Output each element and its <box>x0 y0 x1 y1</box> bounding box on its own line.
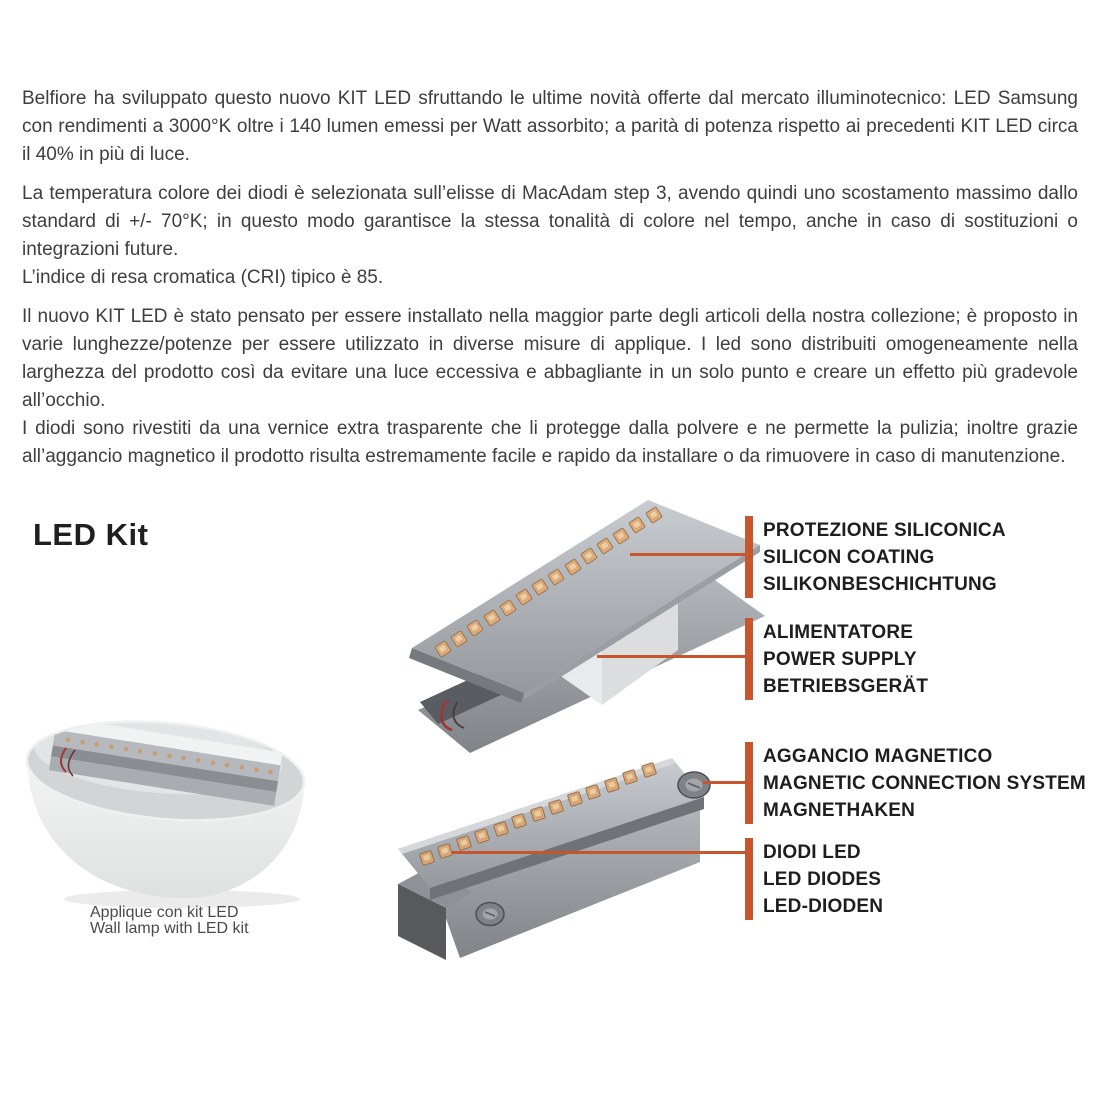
callout-line: POWER SUPPLY <box>763 649 917 670</box>
callout-power-supply <box>745 618 928 700</box>
connector-line-led-diodes <box>452 851 745 854</box>
led-module-bottom-photo <box>398 758 710 960</box>
paragraph-intro-3b: I diodi sono rivestiti da una vernice extra trasparente che li protegge dalla polvere e ne permette la pulizia; inoltre grazie all’aggancio magnetico il prodotto risulta estremamente facile e rapido da installare o da rimuovere in caso di manutenzione. <box>22 418 1078 467</box>
figure-caption-english: Wall lamp with LED kit <box>90 920 249 937</box>
callout-line: LED-DIODEN <box>763 896 884 917</box>
callout-line: ALIMENTATORE <box>763 622 914 643</box>
callout-line: MAGNETIC CONNECTION SYSTEM <box>763 773 1086 794</box>
led-module-top-photo <box>409 500 765 753</box>
callout-line: BETRIEBSGERÄT <box>763 676 929 697</box>
connector-line-magnetic-connection <box>703 781 745 784</box>
paragraph-intro-2b: L’indice di resa cromatica (CRI) tipico è 85. <box>22 267 384 288</box>
paragraph-intro-3: Il nuovo KIT LED è stato pensato per essere installato nella maggior parte degli articoli della nostra collezione; è proposto in varie lunghezze/potenze per essere utilizzato in diverse misure di applique. I led sono distribuiti omogeneamente nella larghezza del prodotto così da evitare una luce eccessiva e abbagliante in un solo punto e creare un effetto più gradevole all’occhio. <box>22 306 1078 411</box>
callout-line: LED DIODES <box>763 869 882 890</box>
callout-line: SILIKONBESCHICHTUNG <box>763 574 997 595</box>
callout-magnetic-connection <box>745 742 1086 824</box>
paragraph-intro-1: Belfiore ha sviluppato questo nuovo KIT LED sfruttando le ultime novità offerte dal mercato illuminotecnico: LED Samsung con rendimenti a 3000°K oltre i 140 lumen emessi per Watt assorbito; a parità di potenza rispetto ai precedenti KIT LED circa il 40% in più di luce. <box>22 88 1078 165</box>
paragraph-intro-2: La temperatura colore dei diodi è selezionata sull’elisse di MacAdam step 3, avendo quindi uno scostamento massimo dallo standard di +/- 70°K; in questo modo garantisce la stessa tonalità di colore nel tempo, anche in caso di sostituzioni o integrazioni future. <box>22 183 1078 260</box>
wall-lamp-photo <box>23 710 308 908</box>
callout-line: AGGANCIO MAGNETICO <box>763 746 993 767</box>
magnet-screw-left <box>476 903 504 926</box>
callout-accent-bar <box>745 838 753 920</box>
callout-line: DIODI LED <box>763 842 861 863</box>
page-title: LED Kit <box>33 517 149 552</box>
magnet-screw-right <box>678 772 710 798</box>
connector-line-silicon-coating <box>630 553 745 556</box>
connector-line-power-supply <box>597 655 745 658</box>
callout-accent-bar <box>745 742 753 824</box>
callout-silicon-coating <box>745 516 1006 598</box>
figure-caption-italian: Applique con kit LED <box>90 904 239 921</box>
callout-line: MAGNETHAKEN <box>763 800 916 821</box>
callout-accent-bar <box>745 618 753 700</box>
callout-line: SILICON COATING <box>763 547 935 568</box>
callout-accent-bar <box>745 516 753 598</box>
intro-text-block <box>22 85 1078 471</box>
figure-caption <box>90 905 249 937</box>
callout-line: PROTEZIONE SILICONICA <box>763 520 1006 541</box>
callout-led-diodes <box>745 838 883 920</box>
